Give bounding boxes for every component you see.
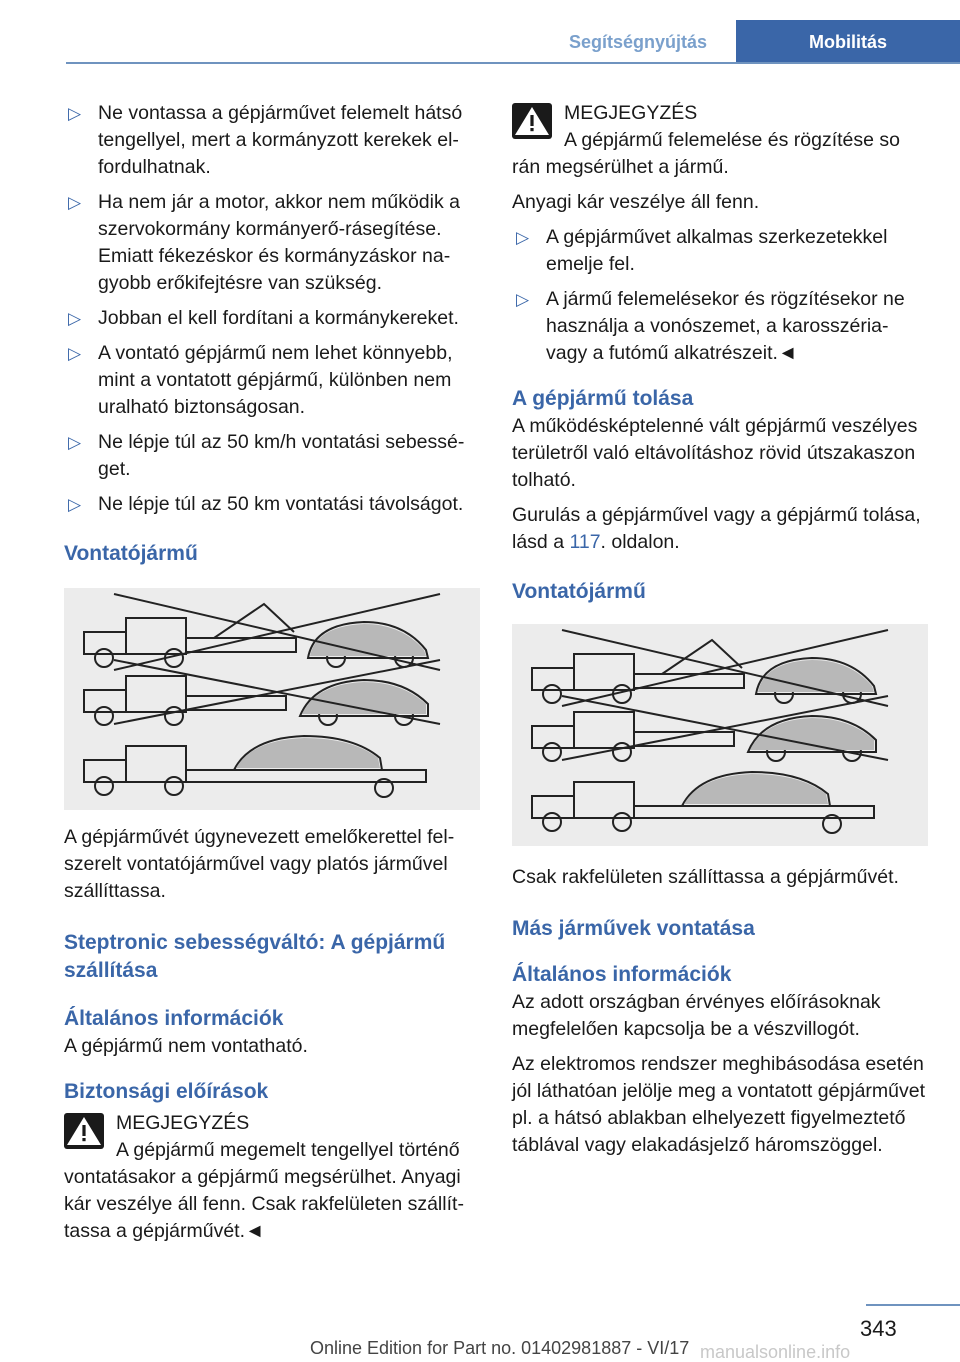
warning-icon [512, 103, 552, 139]
warning-text-first: A gépjármű felemelése és rögzítése so [564, 129, 901, 151]
watermark: manualsonline.info [700, 1342, 851, 1362]
warning-block [64, 1110, 482, 1245]
header-tab-mobility: Mobilitás [736, 20, 960, 64]
page-link-117[interactable]: 117 [569, 531, 601, 553]
tow-vehicle-illustration [512, 624, 928, 846]
warning-label: MEGJEGYZÉS [116, 1112, 250, 1134]
heading-safety: Biztonsági előírások [64, 1080, 269, 1103]
heading-general-info-text: Általános információk [64, 1007, 284, 1030]
warning-text-rest: vontatásakor a gépjármű megsérülhet. Anyagi kár veszélye áll fenn. Csak rakfelületen szállíttassa a gépjárművét.◄ [64, 1166, 464, 1242]
bullet-item: ▷ Jobban el kell fordítani a kormánykereket. [64, 305, 482, 332]
general-info-text-1: Az adott országban érvényes előírásoknak megfelelően kapcsolja be a vészvillogót. [512, 991, 881, 1040]
tow-trucks-diagram [64, 588, 480, 810]
bullet-item: ▷ Ne lépje túl az 50 km vontatási távolságot. [64, 491, 482, 518]
heading-general-info [64, 1005, 482, 1033]
right-column [512, 100, 930, 1167]
roll-text-post: . oldalon. [600, 531, 680, 553]
page-number: 343 [860, 1316, 897, 1341]
bullet-item: ▷ Ha nem jár a motor, akkor nem működik a szervokormány kormányerő-rásegítése. Emiatt fékezéskor és kormányzáskor nagyobb erőkifejtésre van szükség. [68, 191, 460, 294]
triangle-bullet-icon: ▷ [68, 104, 82, 123]
push-text: A működésképtelenné vált gépjármű veszélyes területről való eltávolításhoz rövid útszakaszon tolható. [512, 415, 918, 491]
warning-icon [64, 1113, 104, 1149]
heading-general-info: Általános információk [512, 963, 732, 986]
warning-text-rest: rán megsérülhet a jármű. [512, 156, 729, 178]
footer-rule [866, 1304, 960, 1306]
triangle-bullet-icon: ▷ [68, 344, 82, 363]
tow-vehicle-illustration [64, 588, 480, 810]
roll-text [512, 502, 930, 556]
triangle-bullet-icon: ▷ [516, 290, 530, 309]
triangle-bullet-icon: ▷ [68, 495, 82, 514]
tow-vehicle-caption: Csak rakfelületen szállíttassa a gépjárművét. [512, 866, 899, 888]
roll-text-pre: Gurulás a gépjárművel vagy a gépjármű tolása, lásd a [512, 504, 921, 553]
triangle-bullet-icon: ▷ [68, 193, 82, 212]
bullet-item: ▷ A vontató gépjármű nem lehet könnyebb, mint a vontatott gépjármű, különben nem uralható biztonságosan. [68, 342, 453, 418]
general-info-text-2: Az elektromos rendszer meghibásodása esetén jól láthatóan jelölje meg a vontatott gépjárművet pl. a hátsó ablakban elhelyezett figyelmeztető táblával vagy elakadásjelző háromszöggel. [512, 1053, 926, 1156]
left-column [64, 100, 482, 1245]
header-rule [66, 62, 960, 64]
heading-pushing: A gépjármű tolása [512, 387, 694, 410]
triangle-bullet-icon: ▷ [68, 309, 82, 328]
bullet-item: ▷ A gépjárművet alkalmas szerkezetekkel emelje fel. [516, 226, 888, 275]
header-tab-assistance: Segítségnyújtás [568, 32, 708, 52]
tow-vehicle-caption: A gépjárművét úgynevezett emelőkerettel felszerelt vontatójárművel vagy platós járművel szállíttassa. [64, 826, 455, 902]
edition-note: Online Edition for Part no. 01402981887 - VI/17 [310, 1338, 690, 1358]
triangle-bullet-icon: ▷ [68, 433, 82, 452]
triangle-bullet-icon: ▷ [516, 228, 530, 247]
bullet-item: ▷ A jármű felemelésekor és rögzítésekor ne használja a vonószemet, a karosszéria- vagy a futómű alkatrészeit.◄ [516, 288, 905, 364]
risk-text: Anyagi kár veszélye áll fenn. [512, 191, 760, 213]
heading-tow-vehicle: Vontatójármű [64, 542, 198, 565]
general-info-text: A gépjármű nem vontatható. [64, 1035, 308, 1057]
warning-label: MEGJEGYZÉS [564, 102, 698, 124]
heading-towing-others: Más járművek vontatása [512, 917, 755, 940]
bullet-item: ▷ Ne vontassa a gépjárművet felemelt hátsó tengellyel, mert a kormányzott kerekek elfordulhatnak. [68, 102, 463, 178]
heading-steptronic: Steptronic sebességváltó: A gépjármű szállítása [64, 931, 446, 982]
warning-text-first: A gépjármű megemelt tengellyel történő [116, 1139, 460, 1161]
warning-block [512, 100, 930, 181]
bullet-item: ▷ Ne lépje túl az 50 km/h vontatási sebességet. [68, 431, 465, 480]
heading-tow-vehicle: Vontatójármű [512, 580, 646, 603]
tow-trucks-diagram [512, 624, 928, 846]
